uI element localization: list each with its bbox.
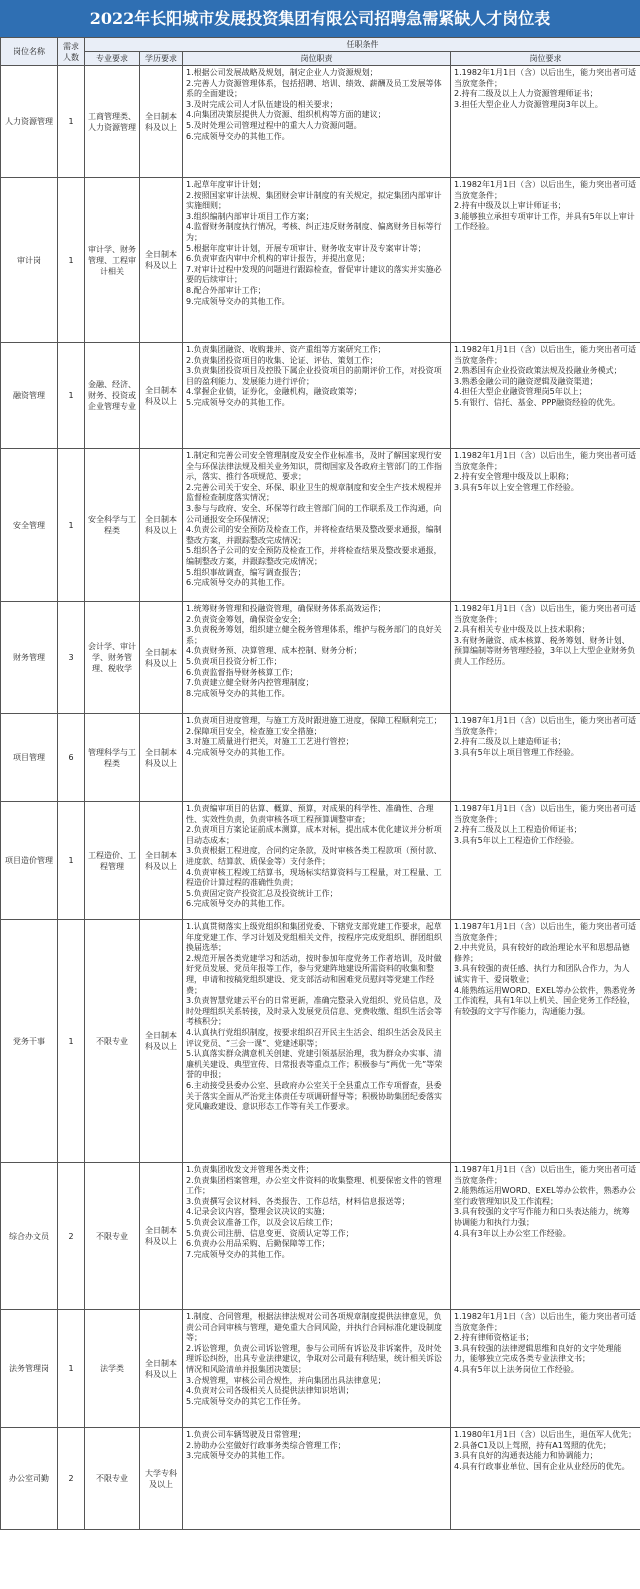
cell-requirements	[451, 802, 640, 920]
cell-duties	[183, 1428, 451, 1530]
list-line: 6.负责办公用品采购、后勤保障等工作；	[186, 1239, 330, 1249]
list-line: 4.具有3年以上办公室工作经验。	[454, 1228, 571, 1238]
table-row	[1, 1428, 640, 1530]
list-line: 2.持有二级及以上工程造价师证书；	[454, 825, 582, 835]
list-line: 4.掌握企业债，证券化，金融机构，融资政策等；	[186, 387, 362, 397]
table-row	[1, 602, 640, 714]
cell-major: 金融、经济、财务、投资或企业管理专业	[85, 343, 140, 449]
list-line: 1.1982年1月1日（含）以后出生，能力突出者可适当放宽条件；	[454, 604, 637, 624]
list-line: 1.1982年1月1日（含）以后出生，能力突出者可适当放宽条件；	[454, 345, 637, 365]
cell-count: 1	[58, 66, 85, 178]
list-line: 5.及时处理公司管理过程中的重大人力资源问题。	[186, 120, 362, 130]
list-line: 3.负责根据工程进度，合同约定条款，及时审核各类工程款项（预付款、进度款、结算款、质保金等）支付条件；	[186, 846, 442, 866]
cell-education: 全日制本科及以上	[140, 178, 183, 343]
cell-position: 法务管理岗	[1, 1310, 58, 1428]
list-line: 6.完成领导交办的其他工作。	[186, 899, 290, 909]
list-line: 1.制定和完善公司安全管理制度及安全作业标准书，及时了解国家现行安全与环保法律法规及相关业务知识，贯彻国家及各政府主管部门的工作指示，落实、推行各项规范、要求；	[186, 451, 442, 482]
list-line: 4.负责审核工程竣工结算书，现场标实结算资料与工程量，对工程量、工程造价计算过程的准确性负责；	[186, 867, 442, 888]
cell-position: 项目管理	[1, 714, 58, 802]
list-line: 5.负责公司注册、信息变更、资质认定等工作；	[186, 1228, 354, 1238]
list-line: 9.完成领导交办的其他工作。	[186, 296, 290, 306]
cell-count: 1	[58, 920, 85, 1163]
list-line: 3.熟悉金融公司的融资逻辑及融资渠道；	[454, 376, 598, 386]
header-duties: 岗位职责	[183, 52, 451, 66]
list-line: 4.完成领导交办的其他工作。	[186, 747, 290, 757]
list-line: 3.具有5年以上项目管理工作经验。	[454, 747, 579, 757]
list-line: 5.根据年度审计计划，开展专项审计、财务收支审计及专案审计等；	[186, 243, 426, 253]
list-line: 1.1982年1月1日（含）以后出生，能力突出者可适当放宽条件；	[454, 1312, 637, 1332]
list-line: 1.1980年1月1日（含）以后出生，退伍军人优先；	[454, 1430, 637, 1439]
list-line: 3.及时完成公司人才队伍建设的相关要求；	[186, 99, 338, 109]
list-line: 5.完成领导交办的其它工作任务。	[186, 1396, 306, 1406]
list-line: 2.诉讼管理，负责公司诉讼管理，参与公司所有诉讼及非诉案件，及时处理诉讼纠纷，出具专业法律建议，争取对公司最有利结果，统计相关诉讼情况和风险清单并报集团决策层；	[186, 1343, 442, 1374]
cell-requirements	[451, 1310, 640, 1428]
table-row	[1, 920, 640, 1163]
list-line: 3.具有较强的文字写作能力和口头表达能力，统筹协调能力和执行力强；	[454, 1207, 630, 1227]
list-line: 2.负责集团档案管理，办公室文件资料的收集整理、机要保密文件的管理工作；	[186, 1175, 442, 1196]
table-row	[1, 1163, 640, 1310]
list-line: 2.负责项目方案论证前成本测算，成本对标，提出成本优化建议并分析项目动态成本；	[186, 825, 442, 845]
cell-position: 项目造价管理	[1, 802, 58, 920]
list-line: 1.负责集团收发文并管理各类文件；	[186, 1165, 314, 1174]
list-line: 3.负责税务筹划，组织建立健全税务管理体系，维护与税务部门的良好关系；	[186, 625, 442, 645]
list-line: 2.完善人力资源管理体系，包括招聘、培训、绩效、薪酬及员工发展等体系的全面建设；	[186, 78, 442, 99]
list-line: 4.担任大型企业融资管理岗5年以上；	[454, 387, 587, 397]
cell-major: 工商管理类、人力资源管理	[85, 66, 140, 178]
cell-education: 全日制本科及以上	[140, 449, 183, 602]
list-line: 1.1987年1月1日（含）以后出生，能力突出者可适当放宽条件；	[454, 1165, 637, 1185]
table-row	[1, 1310, 640, 1428]
cell-major: 安全科学与工程类	[85, 449, 140, 602]
list-line: 7.完成领导交办的其他工作。	[186, 1249, 290, 1259]
list-line: 1.认真贯彻落实上级党组织和集团党委、下辖党支部党建工作要求，起草年度党建工作、学习计划及党组相关文件，按程序完成党组织、群团组织换届选举；	[186, 922, 442, 953]
list-line: 1.1987年1月1日（含）以后出生，能力突出者可适当放宽条件；	[454, 922, 637, 942]
cell-position: 办公室司勤	[1, 1428, 58, 1530]
positions-table	[0, 37, 640, 1530]
list-line: 3.有财务融资、成本核算、税务筹划、财务计划、预算编制等财务管理经验，3年以上大型企业财务负责人工作经历。	[454, 635, 636, 666]
list-line: 2.负责集团投资项目的收集、论证、评估、策划工作；	[186, 355, 378, 365]
page-title: 2022年长阳城市发展投资集团有限公司招聘急需紧缺人才岗位表	[0, 0, 640, 37]
table-row	[1, 714, 640, 802]
cell-count: 6	[58, 714, 85, 802]
table-row	[1, 66, 640, 178]
cell-position: 人力资源管理	[1, 66, 58, 178]
cell-duties	[183, 1310, 451, 1428]
list-line: 3.能够独立承担专项审计工作，并具有5年以上审计工作经验。	[454, 211, 635, 232]
cell-duties	[183, 66, 451, 178]
list-line: 2.负责资金筹划，确保资金安全；	[186, 614, 306, 624]
cell-duties	[183, 602, 451, 714]
cell-count: 1	[58, 449, 85, 602]
header-conditions: 任职条件	[85, 38, 640, 52]
list-line: 2.熟悉国有企业投资政策法规及投融业务模式；	[454, 366, 622, 376]
list-line: 8.完成领导交办的其他工作。	[186, 688, 290, 698]
list-line: 2.能熟练运用WORD、EXEL等办公软件，熟悉办公室行政管理知识及工作流程；	[454, 1186, 636, 1206]
cell-major: 不限专业	[85, 1163, 140, 1310]
list-line: 3.完成领导交办的其他工作。	[186, 1451, 290, 1461]
cell-requirements	[451, 1428, 640, 1530]
list-line: 1.负责公司车辆驾驶及日常管理；	[186, 1430, 306, 1439]
list-line: 3.负责集团投资项目及控股下属企业投资项目的前期评价工作，对投资项目的盈利能力、发展能力进行评价；	[186, 366, 442, 386]
list-line: 3.具有5年以上工程造价工作经验。	[454, 835, 579, 845]
list-line: 3.合规管理，审核公司合规性，并向集团出具法律意见；	[186, 1375, 386, 1385]
cell-education: 全日制本科及以上	[140, 802, 183, 920]
cell-position: 综合办文员	[1, 1163, 58, 1310]
cell-position: 党务干事	[1, 920, 58, 1163]
cell-count: 2	[58, 1428, 85, 1530]
cell-major: 审计学、财务管理、工程审计相关	[85, 178, 140, 343]
list-line: 4.具有5年以上法务岗位工作经验。	[454, 1364, 579, 1374]
list-line: 3.负责智慧党建云平台的日常更新，准确完整录入党组织、党员信息，及时处理组织关系转接，及时录入发展党员信息、党费收缴、组织生活会等考核积分；	[186, 996, 442, 1027]
list-line: 4.负责财务预、决算管理、成本控制、财务分析；	[186, 646, 362, 656]
cell-count: 1	[58, 802, 85, 920]
cell-education: 大学专科及以上	[140, 1428, 183, 1530]
cell-requirements	[451, 602, 640, 714]
cell-duties	[183, 343, 451, 449]
cell-education: 全日制本科及以上	[140, 343, 183, 449]
table-row	[1, 802, 640, 920]
cell-duties	[183, 449, 451, 602]
header-count: 需求人数	[58, 38, 85, 66]
list-line: 3.对施工质量进行把关，对施工工艺进行管控；	[186, 737, 354, 747]
list-line: 5.负责固定资产投资汇总及投资统计工作；	[186, 888, 338, 898]
list-line: 1.1982年1月1日（含）以后出生，能力突出者可适当放宽条件；	[454, 180, 637, 200]
list-line: 3.参与与政府、安全、环保等行政主管部门间的工作联系及工作沟通，向公司通报安全环保情况；	[186, 503, 442, 524]
cell-major: 不限专业	[85, 920, 140, 1163]
list-line: 6.完成领导交办的其他工作。	[186, 131, 290, 141]
cell-position: 审计岗	[1, 178, 58, 343]
list-line: 5.有银行、信托、基金、PPP融资经验的优先。	[454, 397, 621, 407]
cell-education: 全日制本科及以上	[140, 920, 183, 1163]
cell-education: 全日制本科及以上	[140, 602, 183, 714]
list-line: 2.持有安全管理中级及以上职称；	[454, 472, 574, 482]
cell-duties	[183, 920, 451, 1163]
list-line: 4.向集团决策层提供人力资源、组织机构等方面的建议；	[186, 110, 386, 120]
list-line: 3.具有良好的沟通表达能力和协调能力；	[454, 1451, 598, 1461]
list-line: 2.中共党员，具有较好的政治理论水平和思想品德修养；	[454, 943, 630, 963]
table-row	[1, 178, 640, 343]
list-line: 6.负责监督指导财务核算工作；	[186, 667, 298, 677]
list-line: 1.1987年1月1日（含）以后出生，能力突出者可适当放宽条件；	[454, 804, 637, 824]
cell-count: 1	[58, 343, 85, 449]
list-line: 2.完善公司关于安全、环保、职业卫生的规章制度和安全生产技术规程并监督检查制度落实情况；	[186, 482, 442, 503]
list-line: 4.监督财务制度执行情况，考核、纠正违反财务制度、偏离财务目标等行为；	[186, 222, 442, 242]
list-line: 1.负责编审项目的估算、概算、预算，对成果的科学性、准确性、合理性、实效性负责，负责审核各项工程预算调整审查；	[186, 804, 434, 824]
list-line: 2.协助办公室做好行政事务类综合管理工作；	[186, 1440, 346, 1450]
cell-count: 1	[58, 178, 85, 343]
list-line: 4.负责公司的安全预防及检查工作，并将检查结果及整改要求通报，编制整改方案，并跟踪整改完成情况；	[186, 525, 442, 545]
cell-major: 法学类	[85, 1310, 140, 1428]
header-requirements: 岗位要求	[451, 52, 640, 66]
list-line: 1.负责项目进度管理，与施工方及时跟进施工进度，保障工程顺利完工；	[186, 716, 442, 725]
cell-count: 3	[58, 602, 85, 714]
cell-duties	[183, 1163, 451, 1310]
list-line: 5.完成领导交办的其他工作。	[186, 397, 290, 407]
list-line: 5.负责项目投资分析工作；	[186, 656, 282, 666]
list-line: 6.负责审查内审中介机构的审计报告，并提出意见；	[186, 254, 370, 264]
list-line: 1.统筹财务管理和投融资管理，确保财务体系高效运作；	[186, 604, 386, 613]
cell-requirements	[451, 178, 640, 343]
cell-position: 安全管理	[1, 449, 58, 602]
list-line: 6.完成领导交办的其他工作。	[186, 578, 290, 588]
list-line: 5.组织事故调查，编写调查报告；	[186, 567, 306, 577]
header-major: 专业要求	[85, 52, 140, 66]
list-line: 2.持有中级及以上审计师证书；	[454, 201, 566, 211]
list-line: 1.制度、合同管理，根据法律法规对公司各项规章制度提供法律意见，负责公司合同审核与管理，避免重大合同风险，并执行合同标准化建设制度等；	[186, 1312, 442, 1343]
list-line: 1.起草年度审计计划；	[186, 180, 266, 189]
list-line: 2.规范开展各类党建学习和活动，按时参加年度党务工作者培训，及时做好党员发展、党员年报等工作，参与党建阵地建设所需资料的收集和整理，申请和按稿党组织建设、党支部活动和困难党员慰问等党建工作经费；	[186, 953, 442, 995]
list-line: 3.具有较强的责任感、执行力和团队合作力，为人诚实肯干、爱岗敬业；	[454, 964, 630, 984]
cell-duties	[183, 178, 451, 343]
list-line: 4.具有行政事业单位、国有企业从业经历的优先。	[454, 1461, 630, 1471]
list-line: 1.1982年1月1日（含）以后出生，能力突出者可适当放宽条件；	[454, 451, 637, 471]
table-row	[1, 343, 640, 449]
cell-major: 工程造价、工程管理	[85, 802, 140, 920]
list-line: 3.具有5年以上安全管理工作经验。	[454, 482, 579, 492]
list-line: 1.1982年1月1日（含）以后出生，能力突出者可适当放宽条件；	[454, 68, 637, 88]
list-line: 5.组织各子公司的安全预防及检查工作，并将检查结果及整改要求通报，编制整改方案，并跟踪整改完成情况；	[186, 546, 442, 566]
cell-major: 管理科学与工程类	[85, 714, 140, 802]
list-line: 8.配合外部审计工作；	[186, 285, 266, 295]
list-line: 5.认真落实群众满意机关创建、党建引领基层治理，我为群众办实事、清廉机关建设、典型宣传、日常报表等重点工作；积极参与“两优一先”等荣誉的申报；	[186, 1049, 443, 1080]
cell-education: 全日制本科及以上	[140, 1310, 183, 1428]
cell-duties	[183, 714, 451, 802]
list-line: 6.主动接受县委办公室、县政府办公室关于全县重点工作专项督查，县委关于落实全面从严治党主体责任专项调研督导等；积极协助集团纪委落实党风廉政建设、意识形态工作等有关工作要求。	[186, 1080, 442, 1112]
cell-education: 全日制本科及以上	[140, 66, 183, 178]
list-line: 7.负责建立健全财务内控管理制度；	[186, 678, 314, 688]
list-line: 2.持有二级及以上人力资源管理师证书；	[454, 89, 598, 99]
cell-education: 全日制本科及以上	[140, 1163, 183, 1310]
cell-duties	[183, 802, 451, 920]
cell-major: 会计学、审计学、财务管理、税收学	[85, 602, 140, 714]
cell-requirements	[451, 1163, 640, 1310]
cell-requirements	[451, 449, 640, 602]
list-line: 2.持有律师资格证书；	[454, 1333, 534, 1343]
list-line: 1.1987年1月1日（含）以后出生，能力突出者可适当放宽条件；	[454, 716, 637, 736]
list-line: 2.具备C1及以上驾照，持有A1驾照的优先；	[454, 1440, 611, 1450]
cell-requirements	[451, 920, 640, 1163]
list-line: 2.持有二级及以上建造师证书；	[454, 737, 566, 747]
list-line: 2.按照国家审计法规、集团财会审计制度的有关规定，拟定集团内部审计实施细则；	[186, 190, 442, 211]
cell-requirements	[451, 714, 640, 802]
list-line: 4.负责对公司各级相关人员提供法律知识培训；	[186, 1386, 354, 1396]
list-line: 3.组织编制内部审计项目工作方案；	[186, 211, 314, 221]
list-line: 1.负责集团融资、收购兼并、资产重组等方案研究工作；	[186, 345, 386, 354]
cell-count: 2	[58, 1163, 85, 1310]
header-position: 岗位名称	[1, 38, 58, 66]
cell-position: 财务管理	[1, 602, 58, 714]
list-line: 2.保障项目安全，检查施工安全措施；	[186, 726, 322, 736]
cell-education: 全日制本科及以上	[140, 714, 183, 802]
list-line: 3.具有较强的法律逻辑思维和良好的文字处理能力，能够独立完成各类专业法律文书；	[454, 1343, 622, 1364]
cell-requirements	[451, 66, 640, 178]
list-line: 3.担任大型企业人力资源管理岗3年以上。	[454, 99, 603, 109]
list-line: 3.负责撰写会议材料、各类报告、工作总结，材料信息报送等；	[186, 1196, 410, 1206]
cell-major: 不限专业	[85, 1428, 140, 1530]
list-line: 7.对审计过程中发现的问题进行跟踪检查，督促审计建议的落实并实施必要的后续审计；	[186, 264, 442, 285]
list-line: 1.根据公司发展战略及规划，制定企业人力资源规划；	[186, 68, 378, 77]
cell-requirements	[451, 343, 640, 449]
table-row	[1, 449, 640, 602]
list-line: 5.负责会议准备工作，以及会议后续工作；	[186, 1217, 338, 1227]
list-line: 2.具有相关专业中级及以上技术职称；	[454, 625, 590, 635]
table-body	[1, 66, 640, 1530]
header-education: 学历要求	[140, 52, 183, 66]
cell-position: 融资管理	[1, 343, 58, 449]
list-line: 4.记录会议内容，整理会议决议的实施；	[186, 1207, 330, 1217]
list-line: 4.认真执行党组织制度，按要求组织召开民主生活会、组织生活会及民主评议党员、“三会一课”、党建述职等；	[186, 1027, 442, 1048]
cell-count: 1	[58, 1310, 85, 1428]
list-line: 4.能熟练运用WORD、EXEL等办公软件，熟悉党务工作流程，具有1年以上机关、国企党务工作经验，有较强的文字写作能力，沟通能力强。	[454, 985, 636, 1016]
